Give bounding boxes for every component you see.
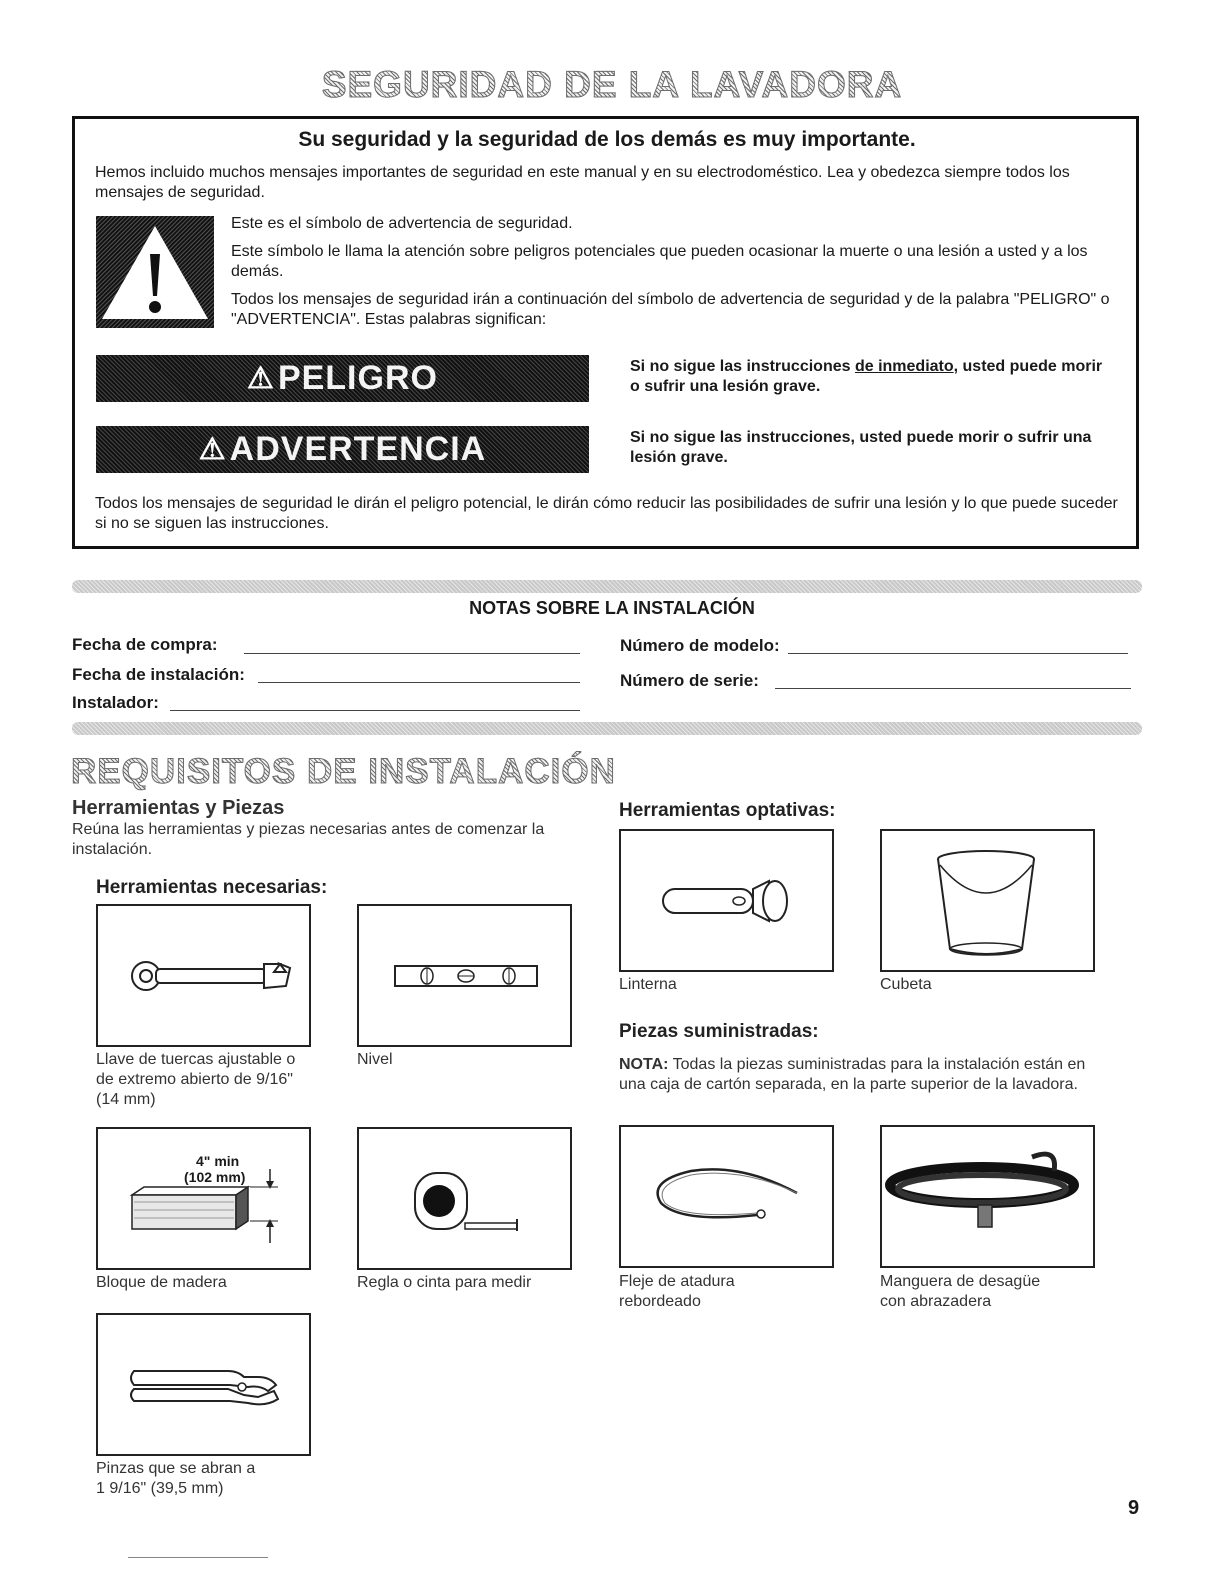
requirements-title: REQUISITOS DE INSTALACIÓN [71,752,616,791]
wood-block-frame [96,1127,311,1270]
supplied-parts-heading: Piezas suministradas: [619,1021,819,1042]
symbol-text-3: Todos los mensajes de seguridad irán a continuación del símbolo de advertencia de seguridad y de la palabra "PELIGRO" o "ADVERTENCIA". Estas palabras significan: [231,291,1110,328]
pliers-frame [96,1313,311,1456]
page-number: 9 [1128,1497,1140,1519]
bucket-frame [880,829,1095,972]
safety-title: SEGURIDAD DE LA LAVADORA [0,64,1224,106]
drain-hose-frame [880,1125,1095,1268]
install-date-field[interactable] [258,682,580,683]
wrench-frame [96,904,311,1047]
tie-strap-caption-line1: Fleje de atadura [619,1273,735,1290]
drain-hose-caption [880,1272,1040,1312]
advertencia-warning-icon: ⚠ [198,433,226,466]
wood-block-caption: Bloque de madera [96,1274,227,1291]
supplied-parts-note: NOTA: Todas la piezas suministradas para la instalación están en una caja de cartón separada, en la parte superior de la lavadora. [619,1056,1086,1093]
advertencia-label: ADVERTENCIA [229,430,487,468]
wrench-caption: Llave de tuercas ajustable o de extremo abierto de 9/16" (14 mm) [96,1051,296,1108]
drain-hose-caption-line2: con abrazadera [880,1293,992,1310]
tie-strap-caption-line2: rebordeado [619,1293,701,1310]
advertencia-description: Si no sigue las instrucciones, usted puede morir o sufrir una lesión grave. [630,429,1092,466]
safety-footer: Todos los mensajes de seguridad le dirán el peligro potencial, le dirán cómo reducir las posibilidades de sufrir una lesión y lo que puede suceder si no se siguen las instrucciones. [95,495,1118,532]
peligro-warning-icon: ⚠ [247,362,274,395]
serial-number-label: Número de serie: [620,671,759,690]
supplied-note-label: NOTA: [619,1056,669,1073]
wood-dim-line2: (102 mm) [184,1169,246,1185]
divider-top [72,580,1142,593]
tie-strap-caption [619,1272,735,1312]
flashlight-frame [619,829,834,972]
tie-strap-frame [619,1125,834,1268]
purchase-date-label: Fecha de compra: [72,635,218,654]
drain-hose-icon [882,1127,1093,1266]
safety-subtitle: Su seguridad y la seguridad de los demás es muy importante. [298,128,916,151]
level-caption: Nivel [357,1051,393,1068]
tools-heading: Herramientas y Piezas [72,797,285,819]
bottom-rule [128,1557,268,1558]
bucket-caption: Cubeta [880,976,932,993]
level-icon [359,906,570,1045]
symbol-text-1: Este es el símbolo de advertencia de seguridad. [231,215,573,232]
pliers-icon [98,1315,309,1454]
drain-hose-caption-line1: Manguera de desagüe [880,1273,1041,1290]
level-frame [357,904,572,1047]
notes-title: NOTAS SOBRE LA INSTALACIÓN [469,598,755,618]
pliers-caption-line1: Pinzas que se abran a [96,1460,256,1477]
flashlight-icon [621,831,832,970]
model-number-field[interactable] [788,653,1128,654]
tape-measure-icon [359,1129,570,1268]
installer-label: Instalador: [72,693,159,712]
warning-symbol-icon [96,216,214,328]
safety-intro: Hemos incluido muchos mensajes importantes de seguridad en este manual y en su electrodoméstico. Lea y obedezca siempre todos los mensajes de seguridad. [95,164,1070,201]
peligro-label: PELIGRO [277,359,438,397]
divider-bottom [72,722,1142,735]
optional-tools-heading: Herramientas optativas: [619,800,836,821]
tape-measure-frame [357,1127,572,1270]
model-number-label: Número de modelo: [620,636,780,655]
tools-intro: Reúna las herramientas y piezas necesarias antes de comenzar la instalación. [72,821,545,858]
advertencia-banner [96,426,589,473]
symbol-text-2: Este símbolo le llama la atención sobre peligros potenciales que pueden ocasionar la muerte o una lesión a usted y a los demás. [231,243,1088,280]
peligro-banner [96,355,589,402]
wrench-icon [98,906,309,1045]
pliers-caption [96,1459,255,1499]
wood-dim-line1: 4" min [196,1153,240,1169]
peligro-description: Si no sigue las instrucciones de inmediato, usted puede morir o sufrir una lesión grave. [630,358,1103,395]
pliers-caption-line2: 1 9/16" (39,5 mm) [96,1480,224,1497]
serial-number-field[interactable] [775,688,1131,689]
install-date-label: Fecha de instalación: [72,665,245,684]
purchase-date-field[interactable] [244,653,580,654]
required-tools-heading: Herramientas necesarias: [96,877,328,898]
tape-measure-caption: Regla o cinta para medir [357,1274,532,1291]
tie-strap-icon [621,1127,832,1266]
installer-field[interactable] [170,710,580,711]
flashlight-caption: Linterna [619,976,677,993]
wood-block-icon [98,1129,309,1268]
bucket-icon [882,831,1093,970]
